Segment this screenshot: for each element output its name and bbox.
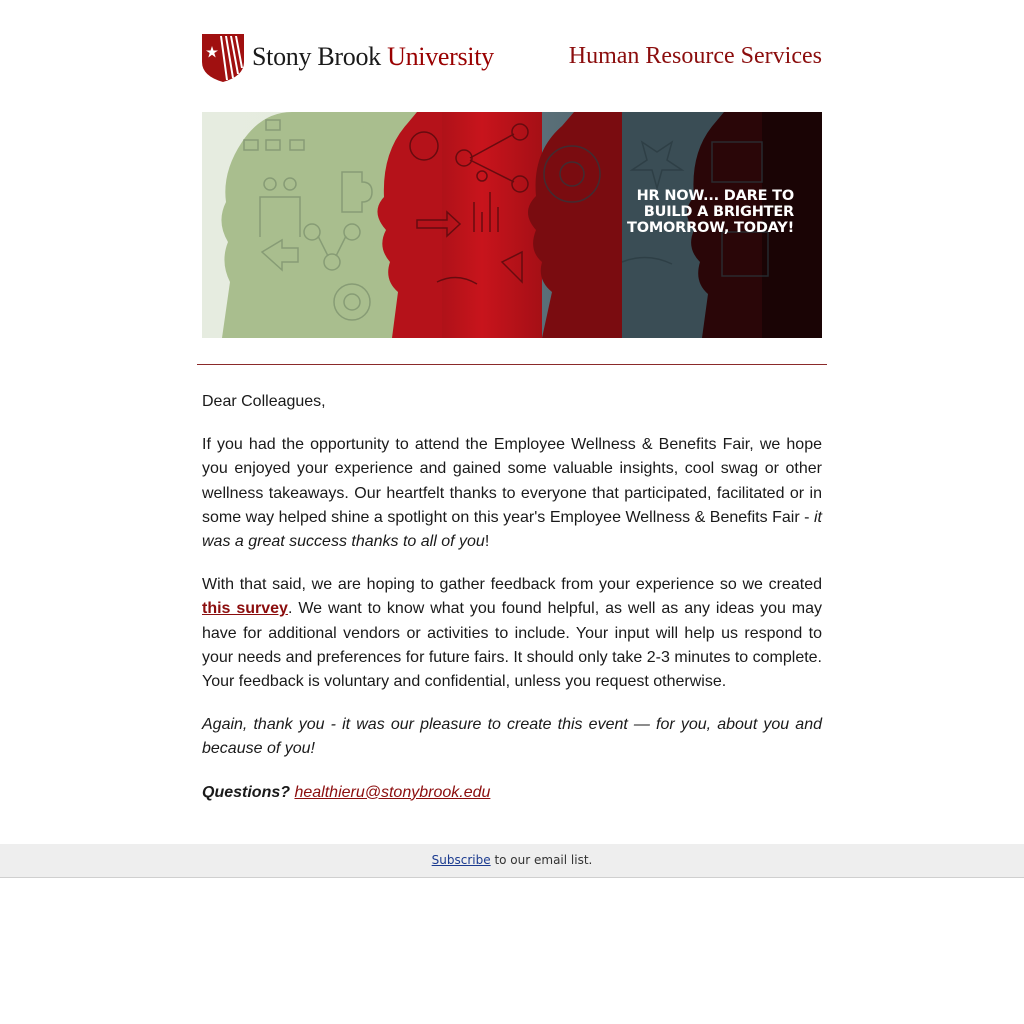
- questions-line: [202, 781, 822, 805]
- email-header: [202, 30, 822, 84]
- banner-image: [202, 112, 822, 338]
- email-footer: [0, 844, 1024, 878]
- logo-university: University: [387, 42, 494, 71]
- subscribe-text: to our email list.: [490, 853, 593, 867]
- stony-brook-logo[interactable]: [202, 32, 502, 84]
- paragraph-thanks-italic: it was a great success thanks to all of you: [202, 508, 822, 551]
- paragraph-survey: [202, 573, 822, 694]
- email-body: [202, 390, 822, 824]
- subscribe-link[interactable]: Subscribe: [431, 853, 491, 867]
- paragraph-thanks-end: !: [484, 533, 490, 551]
- paragraph-survey-start: With that said, we are hoping to gather feedback from your experience so we created: [202, 576, 822, 594]
- shield-icon: [202, 32, 246, 82]
- logo-wordmark: [252, 42, 494, 72]
- greeting: Dear Colleagues,: [202, 393, 326, 410]
- questions-label: Questions?: [202, 783, 291, 801]
- paragraph-survey-end: . We want to know what you found helpful, as well as any ideas you may have for additional vendors or activities to include. Your input will help us respond to your needs and preferences for future fairs. It should only take 2-3 minutes to complete. Your feedback is voluntary and confidential, unless you request otherwise.: [202, 600, 823, 691]
- banner-line-1: HR NOW... DARE TO: [636, 188, 794, 204]
- logo-name: Stony Brook: [252, 42, 381, 71]
- questions-email-link[interactable]: healthieru@stonybrook.edu: [294, 783, 491, 801]
- paragraph-thanks-text: If you had the opportunity to attend the Employee Wellness & Benefits Fair, we hope you enjoyed your experience and gained some valuable insights, cool swag or other wellness takeaways. Our heartfelt thanks to everyone that participated, facilitated or in some way helped shine a spotlight on this year's Employee Wellness & Benefits Fair -: [202, 436, 822, 526]
- banner-tagline: [627, 188, 794, 236]
- survey-link[interactable]: this survey: [202, 600, 288, 618]
- banner-line-3: TOMORROW, TODAY!: [627, 220, 794, 236]
- banner-line-2: BUILD A BRIGHTER: [643, 204, 794, 220]
- department-title: Human Resource Services: [568, 43, 822, 69]
- header-divider: [197, 364, 827, 365]
- paragraph-thanks: [202, 433, 822, 554]
- paragraph-closing: Again, thank you - it was our pleasure to create this event — for you, about you and because of you!: [202, 716, 822, 758]
